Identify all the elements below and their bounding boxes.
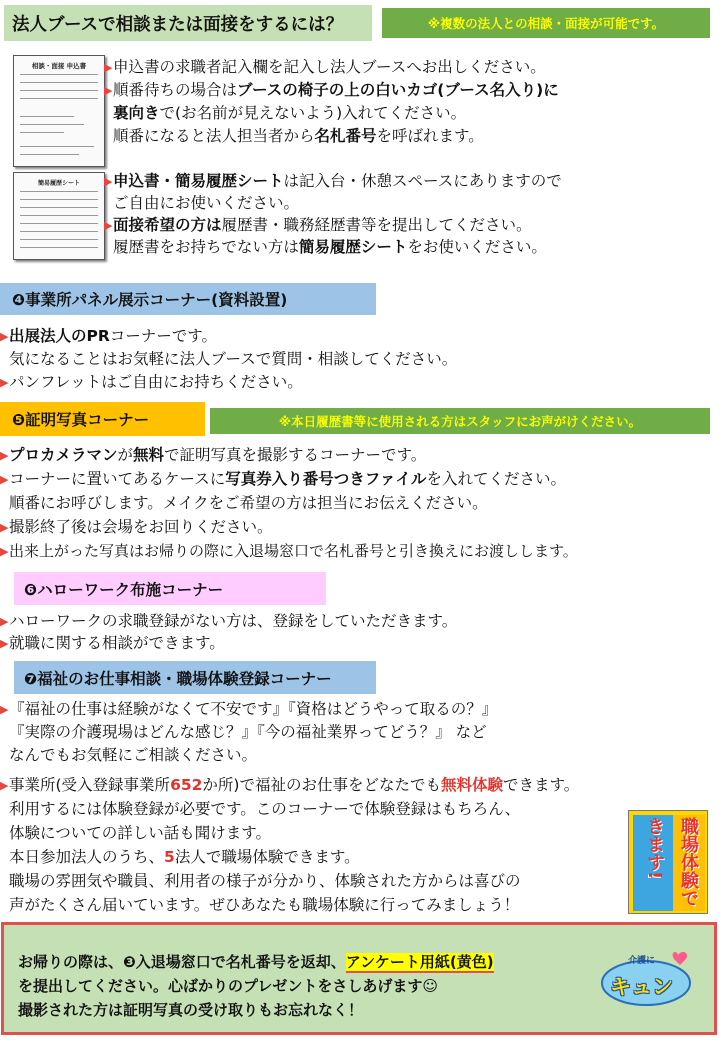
top-line-4: 順番になると法人担当者から名札番号を呼ばれます。 [113,127,484,145]
bullet-icon: ▶ [0,330,9,343]
s6-line-2: ▶就職に関する相談ができます。 [0,632,225,655]
s5-line-4: ▶撮影終了後は会場をお回りください。 [0,516,273,539]
bullet-icon: ▶ [0,473,9,486]
job-experience-poster [628,810,708,914]
section-6-header: ❻ハローワーク布施コーナー [14,572,326,605]
bullet-icon: ▶ [104,61,113,74]
return-line-3: 撮影された方は証明写真の受け取りもお忘れなく！ [18,1001,364,1019]
s6-line-1: ▶ハローワークの求職登録がない方は、登録をしていただきます。 [0,610,457,633]
section-5-header: ❺証明写真コーナー [0,402,205,436]
return-notice-box [1,922,717,1035]
s7-line-7: 本日参加法人のうち、5法人で職場体験できます。 [9,848,360,866]
s4-line-2: 気になることはお気軽に法人ブースで質問・相談してください。 [9,350,458,368]
photo-staff-note: ※本日履歴書等に使用される方はスタッフにお声がけください。 [210,408,710,434]
bullet-icon: ▶ [0,779,9,792]
section-4-header: ❹事業所パネル展示コーナー(資料設置) [0,283,376,315]
bullet-icon: ▶ [104,219,113,232]
multi-corp-note: ※複数の法人との相談・面接が可能です。 [382,8,710,38]
top-line-3: 裏向きで(お名前が見えないよう)入れてください。 [113,104,467,122]
top-line-8: 履歴書をお持ちでない方は簡易履歴シートをお使いください。 [113,238,547,256]
s4-line-1: ▶出展法人のPRコーナーです。 [0,325,217,348]
top-line-6: ご自由にお使いください。 [113,194,300,212]
bullet-icon: ▶ [0,449,9,462]
top-line-2: ▶順番待ちの場合はブースの椅子の上の白いカゴ(ブース名入り)に [104,79,559,102]
bullet-icon: ▶ [0,637,9,650]
s7-line-9: 声がたくさん届いています。ぜひあなたも職場体験に行ってみましょう！ [9,896,520,914]
s5-line-1: ▶プロカメラマンが無料で証明写真を撮影するコーナーです。 [0,444,426,467]
s5-line-5: ▶出来上がった写真はお帰りの際に入退場窓口で名札番号と引き換えにお渡しします。 [0,540,578,563]
bullet-icon: ▶ [0,545,9,558]
s7-line-4: ▶事業所(受入登録事業所652か所)で福祉のお仕事をどなたでも無料体験できます。 [0,774,579,797]
s5-line-2: ▶コーナーに置いてあるケースに写真券入り番号つきファイルを入れてください。 [0,468,566,491]
bullet-icon: ▶ [0,615,9,628]
application-form-thumbnail: 相談・面接 申込書 [13,55,105,167]
bullet-icon: ▶ [104,175,113,188]
bullet-icon: ▶ [104,84,113,97]
top-line-7: ▶面接希望の方は履歴書・職務経歴書等を提出してください。 [104,214,532,237]
s7-line-5: 利用するには体験登録が必要です。このコーナーで体験登録はもちろん、 [9,800,521,818]
s5-line-3: 順番にお呼びします。メイクをご希望の方は担当にお伝えください。 [9,494,488,512]
section-7-header: ❼福祉のお仕事相談・職場体験登録コーナー [14,661,376,694]
s7-line-3: なんでもお気軽にご相談ください。 [9,746,258,764]
return-line-2: を提出してください。心ばかりのプレゼントをさしあげます☺ [18,977,439,995]
s7-line-1: ▶『福祉の仕事は経験がなくて不安です』『資格はどうやって取るの？』 [0,698,497,721]
poster-title: 職場体験できます! [644,817,699,907]
bullet-icon: ▶ [0,521,9,534]
top-line-1: ▶申込書の求職者記入欄を記入し法人ブースへお出しください。 [104,56,546,79]
s7-line-2: 『実際の介護現場はどんな感じ？』『今の福祉業界ってどう？』 など [9,723,487,741]
booth-consult-header [4,5,372,41]
logo-main-text: キュン [610,975,673,999]
return-line-1: お帰りの際は、❸入退場窓口で名札番号を返却、アンケート用紙(黄色) [18,953,494,971]
top-line-5: ▶申込書・簡易履歴シートは記入台・休憩スペースにありますので [104,170,562,193]
s4-line-3: ▶パンフレットはご自由にお持ちください。 [0,371,303,394]
s7-line-6: 体験についての詳しい話も聞けます。 [9,824,271,842]
logo-top-text: 介護に [628,956,656,966]
s7-line-8: 職場の雰囲気や職員、利用者の様子が分かり、体験された方からは喜びの [9,872,521,890]
bullet-icon: ▶ [0,703,9,716]
booth-consult-title: 法人ブースで相談または面接をするには？ [12,14,344,35]
bullet-icon: ▶ [0,376,9,389]
resume-sheet-thumbnail: 簡易履歴シート [13,172,105,260]
kaigo-kyun-logo [598,947,694,1011]
